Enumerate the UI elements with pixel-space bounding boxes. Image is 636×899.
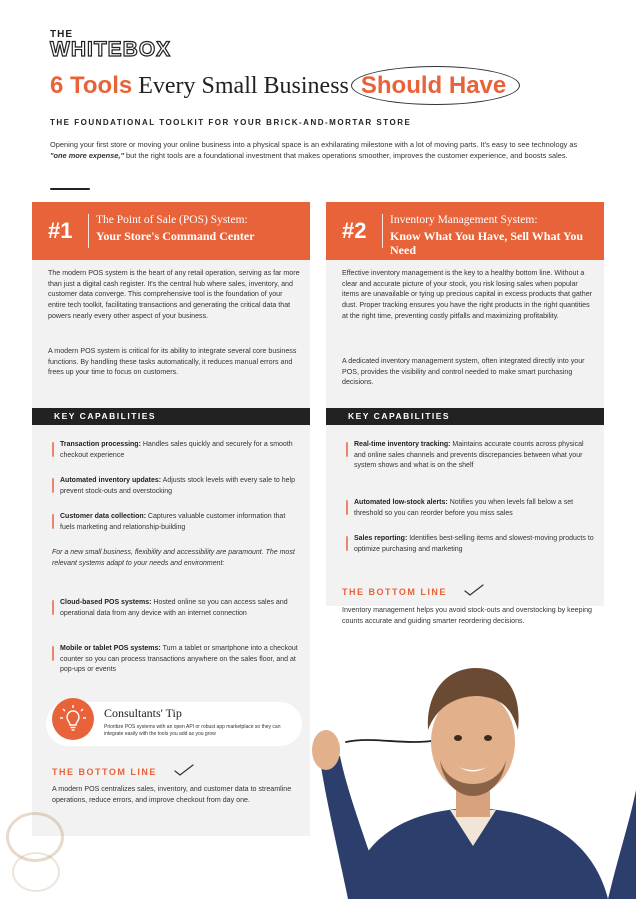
intro-paragraph [50, 140, 590, 161]
capability-text: Identifies best-selling items and slowest-moving products to optimize purchasing and marketing [354, 535, 594, 553]
key-capabilities-header-1: KEY CAPABILITIES [32, 408, 310, 425]
section-inventory-system [326, 202, 604, 606]
key-capabilities-header-2: KEY CAPABILITIES [326, 408, 604, 425]
inventory-capability-item [354, 498, 594, 519]
intro-emphasis: "one more expense," [50, 150, 124, 160]
inventory-capability-item [354, 534, 594, 555]
pos-type-item [60, 644, 300, 676]
section-heading-1-line1: The Point of Sale (POS) System: [96, 214, 248, 226]
pos-capability-item [60, 476, 300, 497]
capability-title: Automated low-stock alerts: [354, 499, 448, 506]
orange-tick [52, 442, 54, 457]
section-heading-2-line2: Know What You Have, Sell What You Need [390, 229, 584, 257]
inventory-para-1: Effective inventory management is the key to a healthy bottom line. Without a clear and accurate picture of your stock, you risk losing sales when popular items are unavailable or tying up precious capital in excess products that gather dust. Proper tracking ensures you have the right products in the right quantities at the right time, preventing costly pitfalls and maximizing profitability. [342, 269, 592, 320]
hand-drawn-oval [351, 66, 520, 105]
orange-tick [346, 500, 348, 515]
orange-tick [52, 478, 54, 493]
capability-title: Customer data collection: [60, 513, 146, 520]
page-subtitle: THE FOUNDATIONAL TOOLKIT FOR YOUR BRICK-AND-MORTAR STORE [50, 118, 412, 127]
lightbulb-icon [60, 705, 86, 733]
title-part2: Every Small Business [138, 73, 349, 99]
section-number-1: #1 [48, 218, 73, 243]
section-banner-1 [32, 202, 310, 260]
pos-para-2: A modern POS system is critical for its ability to integrate several core business functions. By handling these tasks automatically, it reduces manual errors and frees up your time to focus on customers. [48, 347, 297, 377]
tip-badge [52, 698, 94, 740]
smiling-man-photo [308, 650, 636, 899]
title-part3: Should Have [360, 72, 507, 99]
decorative-dash [50, 188, 90, 190]
capability-title: Automated inventory updates: [60, 477, 162, 484]
orange-tick [346, 442, 348, 457]
consultants-tip [46, 702, 302, 746]
bottom-line-label-1: THE BOTTOM LINE [52, 767, 157, 777]
section-pos-system [32, 202, 310, 836]
capability-title: Sales reporting: [354, 535, 408, 542]
checkmark-icon [464, 584, 484, 596]
capability-text: Captures valuable customer information that fuels marketing and relationship-building [60, 513, 286, 531]
section-heading-1-line2: Your Store's Command Center [96, 229, 255, 243]
checkmark-icon [174, 764, 194, 776]
orange-tick [346, 536, 348, 551]
bottom-line-label-2: THE BOTTOM LINE [342, 587, 447, 597]
pos-intro-italic: For a new small business, flexibility and accessibility are paramount. The most relevant systems adapt to your needs and environment: [52, 549, 295, 567]
bottom-line-text-2: Inventory management helps you avoid stock-outs and overstocking by keeping counts accurate and guiding smarter reordering decisions. [342, 606, 593, 625]
intro-after: but the right tools are a foundational investment that makes operations smoother, improves the customer experience, and boosts sales. [123, 150, 568, 160]
logo-line2: WHITEBOX [50, 38, 172, 61]
logo-line1: THE [50, 29, 73, 40]
type-text: Turn a tablet or smartphone into a checkout counter so you can process transactions anywhere on the sales floor, and at pop-ups or events [60, 645, 298, 673]
bottom-line-text-1: A modern POS centralizes sales, inventory, and customer data to streamline operations, reduce errors, and improve checkout from day one. [52, 785, 292, 804]
banner-divider [382, 214, 383, 248]
section-banner-2 [326, 202, 604, 260]
title-part1: 6 Tools [50, 72, 133, 99]
capability-text: Maintains accurate counts across physical and online sales channels and prevents discrepancies between what your system shows and what is on the shelf [354, 441, 584, 469]
coffee-stain [12, 852, 60, 892]
section-number-2: #2 [342, 218, 367, 243]
banner-divider [88, 214, 89, 248]
capability-text: Adjusts stock levels with every sale to help prevent stock-outs and overstocking [60, 477, 295, 495]
pos-type-item [60, 598, 300, 619]
intro-before: Opening your first store or moving your online business into a physical space is an exhilarating milestone with a lot of moving parts. It's easy to see technology as [50, 140, 578, 149]
tip-text: Prioritize POS systems with an open API or robust app marketplace so they can integrate easily with the tools you add as you grow [104, 724, 281, 738]
orange-tick [52, 514, 54, 529]
orange-tick [52, 600, 54, 615]
pos-para-1: The modern POS system is the heart of any retail operation, serving as far more than just a digital cash register. It's the central hub where sales, inventory, and customer data converge. This comprehensive tool is the foundation of your entire tech toolkit, facilitating transactions and generating the critical data that powers nearly every other aspect of your business. [48, 269, 300, 320]
capability-text: Notifies you when levels fall below a set threshold so you can reorder before you miss sales [354, 499, 574, 517]
capability-title: Transaction processing: [60, 441, 141, 448]
tip-title: Consultants' Tip [104, 706, 182, 720]
type-title: Mobile or tablet POS systems: [60, 645, 161, 652]
capability-text: Handles sales quickly and securely for a smooth checkout experience [60, 441, 293, 459]
page-title [50, 72, 512, 100]
type-text: Hosted online so you can access sales and operational data from any device with an internet connection [60, 599, 288, 617]
section-heading-2-line1: Inventory Management System: [390, 214, 538, 226]
whitebox-logo [50, 30, 171, 60]
capability-title: Real-time inventory tracking: [354, 441, 451, 448]
pos-capability-item [60, 440, 300, 461]
pos-capability-item [60, 512, 300, 533]
title-part3-circled [355, 72, 512, 100]
inventory-para-2: A dedicated inventory management system, often integrated directly into your POS, provides the visibility and control needed to make smart purchasing decisions. [342, 357, 585, 387]
type-title: Cloud-based POS systems: [60, 599, 152, 606]
inventory-capability-item [354, 440, 594, 472]
orange-tick [52, 646, 54, 661]
